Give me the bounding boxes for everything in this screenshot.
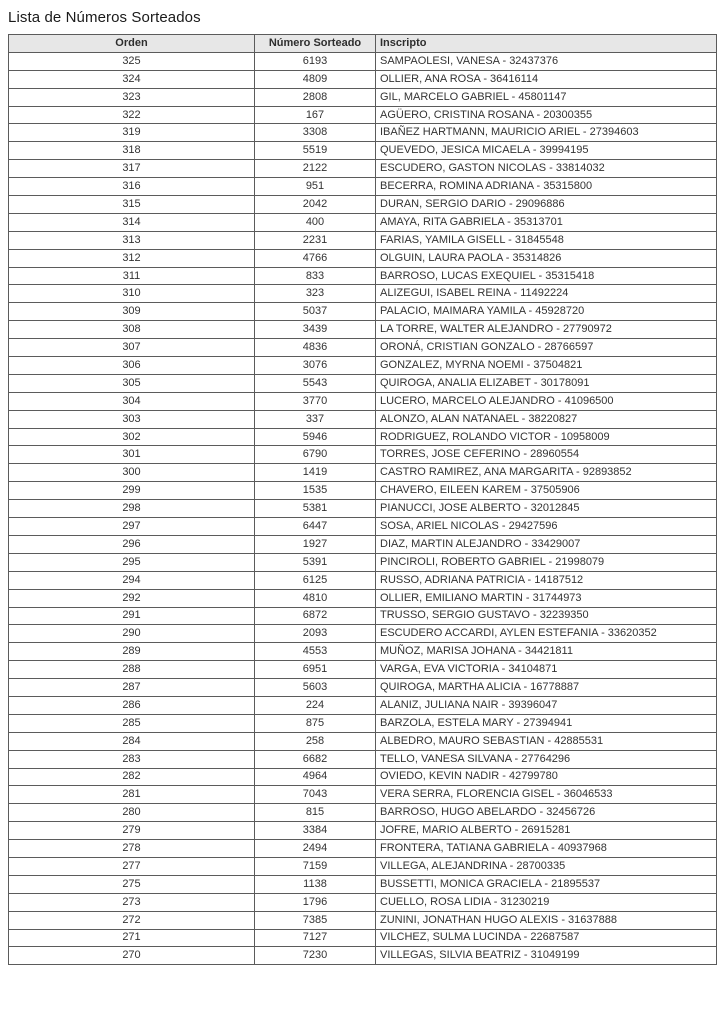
orden-cell: 307 bbox=[9, 339, 255, 357]
inscripto-cell: CASTRO RAMIREZ, ANA MARGARITA - 92893852 bbox=[376, 464, 717, 482]
inscripto-cell: ALONZO, ALAN NATANAEL - 38220827 bbox=[376, 410, 717, 428]
orden-cell: 315 bbox=[9, 196, 255, 214]
inscripto-cell: VERA SERRA, FLORENCIA GISEL - 36046533 bbox=[376, 786, 717, 804]
inscripto-cell: VILCHEZ, SULMA LUCINDA - 22687587 bbox=[376, 929, 717, 947]
inscripto-cell: BARROSO, LUCAS EXEQUIEL - 35315418 bbox=[376, 267, 717, 285]
numero-sorteado-cell: 4836 bbox=[255, 339, 376, 357]
table-row bbox=[9, 625, 717, 643]
inscripto-cell: BUSSETTI, MONICA GRACIELA - 21895537 bbox=[376, 875, 717, 893]
table-row bbox=[9, 160, 717, 178]
numero-sorteado-cell: 7385 bbox=[255, 911, 376, 929]
orden-cell: 275 bbox=[9, 875, 255, 893]
table-row bbox=[9, 679, 717, 697]
orden-cell: 287 bbox=[9, 679, 255, 697]
page-title: Lista de Números Sorteados bbox=[8, 9, 201, 26]
table-row bbox=[9, 804, 717, 822]
numero-sorteado-cell: 2808 bbox=[255, 88, 376, 106]
inscripto-cell: VILLEGAS, SILVIA BEATRIZ - 31049199 bbox=[376, 947, 717, 965]
orden-cell: 308 bbox=[9, 321, 255, 339]
table-row bbox=[9, 303, 717, 321]
orden-cell: 283 bbox=[9, 750, 255, 768]
inscripto-cell: ALANIZ, JULIANA NAIR - 39396047 bbox=[376, 696, 717, 714]
numero-sorteado-cell: 2042 bbox=[255, 196, 376, 214]
inscripto-cell: AMAYA, RITA GABRIELA - 35313701 bbox=[376, 213, 717, 231]
orden-cell: 285 bbox=[9, 714, 255, 732]
inscripto-cell: BARROSO, HUGO ABELARDO - 32456726 bbox=[376, 804, 717, 822]
table-row bbox=[9, 661, 717, 679]
table-row bbox=[9, 786, 717, 804]
inscripto-cell: PALACIO, MAIMARA YAMILA - 45928720 bbox=[376, 303, 717, 321]
numero-sorteado-cell: 337 bbox=[255, 410, 376, 428]
inscripto-cell: BECERRA, ROMINA ADRIANA - 35315800 bbox=[376, 178, 717, 196]
column-header-orden: Orden bbox=[9, 35, 255, 53]
table-row bbox=[9, 822, 717, 840]
orden-cell: 280 bbox=[9, 804, 255, 822]
table-row bbox=[9, 518, 717, 536]
table-row bbox=[9, 911, 717, 929]
inscripto-cell: IBAÑEZ HARTMANN, MAURICIO ARIEL - 27394603 bbox=[376, 124, 717, 142]
table-row bbox=[9, 929, 717, 947]
orden-cell: 317 bbox=[9, 160, 255, 178]
numero-sorteado-cell: 6872 bbox=[255, 607, 376, 625]
table-row bbox=[9, 857, 717, 875]
table-row bbox=[9, 374, 717, 392]
inscripto-cell: MUÑOZ, MARISA JOHANA - 34421811 bbox=[376, 643, 717, 661]
orden-cell: 311 bbox=[9, 267, 255, 285]
table-row bbox=[9, 714, 717, 732]
inscripto-cell: ALBEDRO, MAURO SEBASTIAN - 42885531 bbox=[376, 732, 717, 750]
orden-cell: 286 bbox=[9, 696, 255, 714]
numero-sorteado-cell: 6125 bbox=[255, 571, 376, 589]
table-row bbox=[9, 339, 717, 357]
orden-cell: 292 bbox=[9, 589, 255, 607]
numero-sorteado-cell: 5603 bbox=[255, 679, 376, 697]
table-row bbox=[9, 464, 717, 482]
table-header-row bbox=[9, 35, 717, 53]
table-row bbox=[9, 428, 717, 446]
inscripto-cell: QUEVEDO, JESICA MICAELA - 39994195 bbox=[376, 142, 717, 160]
numero-sorteado-cell: 323 bbox=[255, 285, 376, 303]
orden-cell: 278 bbox=[9, 840, 255, 858]
numero-sorteado-cell: 5037 bbox=[255, 303, 376, 321]
table-row bbox=[9, 500, 717, 518]
inscripto-cell: LUCERO, MARCELO ALEJANDRO - 41096500 bbox=[376, 392, 717, 410]
orden-cell: 305 bbox=[9, 374, 255, 392]
inscripto-cell: RUSSO, ADRIANA PATRICIA - 14187512 bbox=[376, 571, 717, 589]
table-row bbox=[9, 750, 717, 768]
numero-sorteado-cell: 1796 bbox=[255, 893, 376, 911]
table-row bbox=[9, 124, 717, 142]
orden-cell: 281 bbox=[9, 786, 255, 804]
numero-sorteado-cell: 7230 bbox=[255, 947, 376, 965]
numero-sorteado-cell: 6790 bbox=[255, 446, 376, 464]
numero-sorteado-cell: 3770 bbox=[255, 392, 376, 410]
inscripto-cell: VILLEGA, ALEJANDRINA - 28700335 bbox=[376, 857, 717, 875]
table-row bbox=[9, 410, 717, 428]
numero-sorteado-cell: 815 bbox=[255, 804, 376, 822]
numero-sorteado-cell: 2122 bbox=[255, 160, 376, 178]
sorteo-table bbox=[8, 34, 717, 965]
table-row bbox=[9, 88, 717, 106]
numero-sorteado-cell: 3308 bbox=[255, 124, 376, 142]
table-row bbox=[9, 178, 717, 196]
numero-sorteado-cell: 2494 bbox=[255, 840, 376, 858]
orden-cell: 323 bbox=[9, 88, 255, 106]
table-row bbox=[9, 768, 717, 786]
inscripto-cell: ESCUDERO ACCARDI, AYLEN ESTEFANIA - 33620352 bbox=[376, 625, 717, 643]
table-header bbox=[9, 35, 717, 53]
table-row bbox=[9, 213, 717, 231]
orden-cell: 302 bbox=[9, 428, 255, 446]
numero-sorteado-cell: 4809 bbox=[255, 70, 376, 88]
numero-sorteado-cell: 258 bbox=[255, 732, 376, 750]
orden-cell: 322 bbox=[9, 106, 255, 124]
inscripto-cell: OLGUIN, LAURA PAOLA - 35314826 bbox=[376, 249, 717, 267]
orden-cell: 282 bbox=[9, 768, 255, 786]
orden-cell: 284 bbox=[9, 732, 255, 750]
numero-sorteado-cell: 7159 bbox=[255, 857, 376, 875]
inscripto-cell: ALIZEGUI, ISABEL REINA - 11492224 bbox=[376, 285, 717, 303]
inscripto-cell: CUELLO, ROSA LIDIA - 31230219 bbox=[376, 893, 717, 911]
orden-cell: 295 bbox=[9, 553, 255, 571]
inscripto-cell: BARZOLA, ESTELA MARY - 27394941 bbox=[376, 714, 717, 732]
table-row bbox=[9, 947, 717, 965]
numero-sorteado-cell: 400 bbox=[255, 213, 376, 231]
numero-sorteado-cell: 167 bbox=[255, 106, 376, 124]
orden-cell: 318 bbox=[9, 142, 255, 160]
numero-sorteado-cell: 4810 bbox=[255, 589, 376, 607]
inscripto-cell: FRONTERA, TATIANA GABRIELA - 40937968 bbox=[376, 840, 717, 858]
numero-sorteado-cell: 3076 bbox=[255, 357, 376, 375]
orden-cell: 288 bbox=[9, 661, 255, 679]
column-header-numero-sorteado: Número Sorteado bbox=[255, 35, 376, 53]
table-row bbox=[9, 142, 717, 160]
numero-sorteado-cell: 875 bbox=[255, 714, 376, 732]
table-row bbox=[9, 571, 717, 589]
orden-cell: 324 bbox=[9, 70, 255, 88]
inscripto-cell: QUIROGA, MARTHA ALICIA - 16778887 bbox=[376, 679, 717, 697]
inscripto-cell: SOSA, ARIEL NICOLAS - 29427596 bbox=[376, 518, 717, 536]
inscripto-cell: OLLIER, ANA ROSA - 36416114 bbox=[376, 70, 717, 88]
inscripto-cell: PIANUCCI, JOSE ALBERTO - 32012845 bbox=[376, 500, 717, 518]
table-row bbox=[9, 732, 717, 750]
numero-sorteado-cell: 833 bbox=[255, 267, 376, 285]
numero-sorteado-cell: 2093 bbox=[255, 625, 376, 643]
orden-cell: 279 bbox=[9, 822, 255, 840]
orden-cell: 301 bbox=[9, 446, 255, 464]
orden-cell: 316 bbox=[9, 178, 255, 196]
orden-cell: 271 bbox=[9, 929, 255, 947]
inscripto-cell: PINCIROLI, ROBERTO GABRIEL - 21998079 bbox=[376, 553, 717, 571]
numero-sorteado-cell: 1138 bbox=[255, 875, 376, 893]
inscripto-cell: ZUNINI, JONATHAN HUGO ALEXIS - 31637888 bbox=[376, 911, 717, 929]
orden-cell: 309 bbox=[9, 303, 255, 321]
inscripto-cell: AGÜERO, CRISTINA ROSANA - 20300355 bbox=[376, 106, 717, 124]
table-row bbox=[9, 696, 717, 714]
inscripto-cell: ORONÁ, CRISTIAN GONZALO - 28766597 bbox=[376, 339, 717, 357]
table-row bbox=[9, 196, 717, 214]
table-body bbox=[9, 52, 717, 964]
numero-sorteado-cell: 6193 bbox=[255, 52, 376, 70]
numero-sorteado-cell: 4553 bbox=[255, 643, 376, 661]
table-row bbox=[9, 589, 717, 607]
table-row bbox=[9, 52, 717, 70]
orden-cell: 297 bbox=[9, 518, 255, 536]
orden-cell: 310 bbox=[9, 285, 255, 303]
numero-sorteado-cell: 1535 bbox=[255, 482, 376, 500]
inscripto-cell: OLLIER, EMILIANO MARTIN - 31744973 bbox=[376, 589, 717, 607]
table-row bbox=[9, 249, 717, 267]
table-row bbox=[9, 267, 717, 285]
table-row bbox=[9, 875, 717, 893]
orden-cell: 290 bbox=[9, 625, 255, 643]
numero-sorteado-cell: 5381 bbox=[255, 500, 376, 518]
inscripto-cell: DIAZ, MARTIN ALEJANDRO - 33429007 bbox=[376, 535, 717, 553]
table-row bbox=[9, 553, 717, 571]
numero-sorteado-cell: 7043 bbox=[255, 786, 376, 804]
numero-sorteado-cell: 1927 bbox=[255, 535, 376, 553]
inscripto-cell: CHAVERO, EILEEN KAREM - 37505906 bbox=[376, 482, 717, 500]
inscripto-cell: LA TORRE, WALTER ALEJANDRO - 27790972 bbox=[376, 321, 717, 339]
orden-cell: 319 bbox=[9, 124, 255, 142]
table-row bbox=[9, 535, 717, 553]
numero-sorteado-cell: 6682 bbox=[255, 750, 376, 768]
orden-cell: 313 bbox=[9, 231, 255, 249]
inscripto-cell: GONZALEZ, MYRNA NOEMI - 37504821 bbox=[376, 357, 717, 375]
orden-cell: 298 bbox=[9, 500, 255, 518]
numero-sorteado-cell: 5543 bbox=[255, 374, 376, 392]
orden-cell: 312 bbox=[9, 249, 255, 267]
orden-cell: 304 bbox=[9, 392, 255, 410]
orden-cell: 325 bbox=[9, 52, 255, 70]
orden-cell: 299 bbox=[9, 482, 255, 500]
inscripto-cell: TORRES, JOSE CEFERINO - 28960554 bbox=[376, 446, 717, 464]
column-header-inscripto: Inscripto bbox=[376, 35, 717, 53]
inscripto-cell: TELLO, VANESA SILVANA - 27764296 bbox=[376, 750, 717, 768]
orden-cell: 291 bbox=[9, 607, 255, 625]
numero-sorteado-cell: 224 bbox=[255, 696, 376, 714]
table-row bbox=[9, 285, 717, 303]
numero-sorteado-cell: 7127 bbox=[255, 929, 376, 947]
orden-cell: 294 bbox=[9, 571, 255, 589]
numero-sorteado-cell: 6447 bbox=[255, 518, 376, 536]
inscripto-cell: QUIROGA, ANALIA ELIZABET - 30178091 bbox=[376, 374, 717, 392]
numero-sorteado-cell: 951 bbox=[255, 178, 376, 196]
table-row bbox=[9, 482, 717, 500]
numero-sorteado-cell: 2231 bbox=[255, 231, 376, 249]
inscripto-cell: TRUSSO, SERGIO GUSTAVO - 32239350 bbox=[376, 607, 717, 625]
table-row bbox=[9, 643, 717, 661]
orden-cell: 270 bbox=[9, 947, 255, 965]
orden-cell: 296 bbox=[9, 535, 255, 553]
inscripto-cell: ESCUDERO, GASTON NICOLAS - 33814032 bbox=[376, 160, 717, 178]
numero-sorteado-cell: 5946 bbox=[255, 428, 376, 446]
numero-sorteado-cell: 5391 bbox=[255, 553, 376, 571]
numero-sorteado-cell: 3439 bbox=[255, 321, 376, 339]
table-row bbox=[9, 446, 717, 464]
numero-sorteado-cell: 4964 bbox=[255, 768, 376, 786]
inscripto-cell: GIL, MARCELO GABRIEL - 45801147 bbox=[376, 88, 717, 106]
orden-cell: 303 bbox=[9, 410, 255, 428]
table-row bbox=[9, 231, 717, 249]
orden-cell: 306 bbox=[9, 357, 255, 375]
inscripto-cell: VARGA, EVA VICTORIA - 34104871 bbox=[376, 661, 717, 679]
table-row bbox=[9, 893, 717, 911]
orden-cell: 277 bbox=[9, 857, 255, 875]
inscripto-cell: JOFRE, MARIO ALBERTO - 26915281 bbox=[376, 822, 717, 840]
table-row bbox=[9, 70, 717, 88]
table-row bbox=[9, 392, 717, 410]
inscripto-cell: OVIEDO, KEVIN NADIR - 42799780 bbox=[376, 768, 717, 786]
numero-sorteado-cell: 6951 bbox=[255, 661, 376, 679]
table-row bbox=[9, 357, 717, 375]
orden-cell: 272 bbox=[9, 911, 255, 929]
table-row bbox=[9, 607, 717, 625]
numero-sorteado-cell: 4766 bbox=[255, 249, 376, 267]
table-row bbox=[9, 321, 717, 339]
table-row bbox=[9, 106, 717, 124]
numero-sorteado-cell: 3384 bbox=[255, 822, 376, 840]
inscripto-cell: FARIAS, YAMILA GISELL - 31845548 bbox=[376, 231, 717, 249]
orden-cell: 273 bbox=[9, 893, 255, 911]
table-row bbox=[9, 840, 717, 858]
inscripto-cell: DURAN, SERGIO DARIO - 29096886 bbox=[376, 196, 717, 214]
numero-sorteado-cell: 1419 bbox=[255, 464, 376, 482]
orden-cell: 289 bbox=[9, 643, 255, 661]
inscripto-cell: SAMPAOLESI, VANESA - 32437376 bbox=[376, 52, 717, 70]
orden-cell: 300 bbox=[9, 464, 255, 482]
inscripto-cell: RODRIGUEZ, ROLANDO VICTOR - 10958009 bbox=[376, 428, 717, 446]
numero-sorteado-cell: 5519 bbox=[255, 142, 376, 160]
orden-cell: 314 bbox=[9, 213, 255, 231]
